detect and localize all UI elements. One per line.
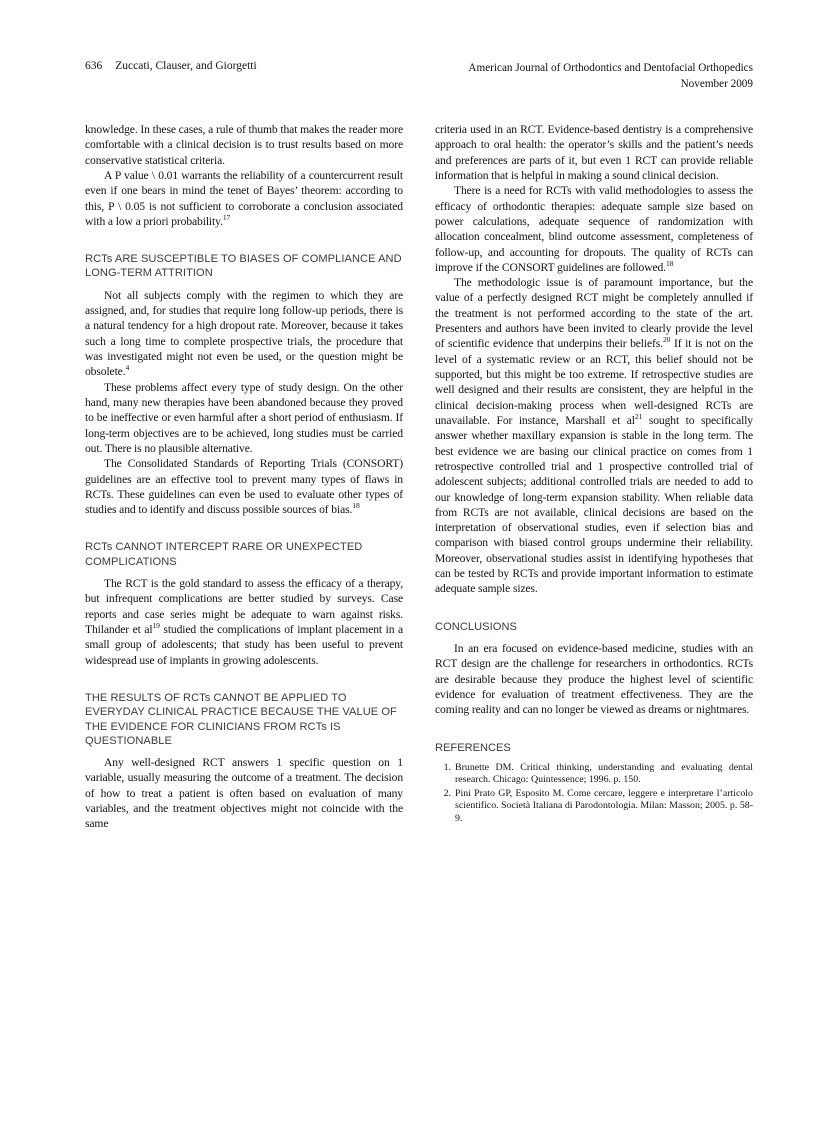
spacer [85, 281, 403, 288]
paragraph-text: A P value \ 0.01 warrants the reliability of a countercurrent result even if one bears in mind the tenet of Bayes’ theorem: according to this, P \ 0.05 is not sufficient to corroborate a conclusion associated with a low a priori probability. [85, 168, 403, 228]
spacer [85, 569, 403, 576]
spacer [435, 597, 753, 620]
reference-list [435, 762, 753, 826]
paragraph-text-b: studied the complications of implant placement in a small group of adolescents; that study has been useful to prevent widespread use of implants in growing adolescents. [85, 623, 403, 667]
journal-title: American Journal of Orthodontics and Dentofacial Orthopedics [468, 62, 753, 74]
reference-marker: 19 [152, 621, 160, 631]
paragraph-methodologic-issue [435, 275, 753, 597]
section-heading-complications: RCTs CANNOT INTERCEPT RARE OR UNEXPECTED COMPLICATIONS [85, 541, 363, 568]
references-heading: REFERENCES [435, 741, 511, 754]
spacer [85, 517, 403, 540]
paragraph-continuation: knowledge. In these cases, a rule of thumb that makes the reader more comfortable with a clinical decision is to trust results based on more conservative statistical criteria. [85, 123, 403, 167]
paragraph-continuation: criteria used in an RCT. Evidence-based dentistry is a comprehensive approach to oral health: the operator’s skills and the patient’s needs and preferences are parts of it, but even 1 RCT can provide reliable information that is helpful in making a sound clinical decision. [435, 123, 753, 182]
column-left [85, 122, 403, 832]
paragraph-text: Not all subjects comply with the regimen to which they are assigned, and, for studies that require long follow-up periods, there is a natural tendency for a high dropout rate. Moreover, because it takes such a long time to complete prospective trials, the procedure that was investigated might not even be used, or the question might be obsolete. [85, 288, 403, 379]
spacer [435, 718, 753, 741]
paragraph-text-c: sought to specifically answer whether maxillary expansion is stable in the long term. The best evidence we are basing our clinical practice on comes from 1 retrospective controlled trial and 1 prospective controlled trial of adolescent subjects; additional controlled trials are needed to add to our knowledge of long-term expansion stability. When reliable data from RCTs are not available, clinical decisions are based on the interpretation of observational studies, even if selection bias and comparison with biased control groups undermine their reliability. Moreover, observational studies assist in identifying hypotheses that can be tested by RCTs and provide important information to estimate adequate sample sizes. [435, 413, 753, 596]
paragraph-text-a: The methodologic issue is of paramount importance, but the value of a perfectly designed RCT might be completely annulled if the treatment is not performed according to the state of the art. Presenters and authors have been invited to clearly provide the level of scientific evidence that underpins their beliefs. [435, 276, 753, 351]
running-head [85, 60, 753, 100]
paragraph-compliance-1 [85, 288, 403, 380]
reference-item: Brunette DM. Critical thinking, understanding and evaluating dental research. Chicago: Quintessence; 1996. p. 150. [455, 761, 753, 786]
paragraph-consort [85, 456, 403, 517]
paragraph-conclusions: In an era focused on evidence-based medicine, studies with an RCT design are the challenge for researchers in orthodontics. RCTs are desirable because they produce the highest level of scientific evidence for evaluation of treatment effectiveness. They are the coming reality and can no longer be viewed as dreams or nightmares. [435, 641, 753, 717]
paragraph-text: There is a need for RCTs with valid methodologies to assess the efficacy of orthodontic therapies: adequate sample size based on power calculations, adequate sequence of randomization with allocation concealment, blind outcome assessment, completeness of follow-up, and accounting for dropouts. The quality of RCTs can improve if the CONSORT guidelines are followed. [435, 184, 753, 274]
paragraph-text-a: The RCT is the gold standard to assess the efficacy of a therapy, but infrequent complications are better studied by surveys. Case reports and case series might be adequate to warn against risks. Thilander et al [85, 577, 403, 636]
paragraph-valid-methodologies [435, 183, 753, 275]
running-head-authors: Zuccati, Clauser, and Giorgetti [115, 60, 257, 72]
paragraph-p-value [85, 168, 403, 229]
spacer [85, 668, 403, 691]
reference-marker: 21 [634, 412, 643, 422]
column-right [435, 122, 753, 827]
spacer [435, 634, 753, 641]
paragraph-complications [85, 576, 403, 668]
paragraph-text-b: If it is not on the level of a systematic review or an RCT, this belief should not be supported, but this might be too extreme. If retrospective studies are well designed and their results are consistent, they are helpful in the clinical decision-making process when well-designed RCTs are unavailable. For instance, Marshall et al [435, 337, 753, 427]
section-heading-compliance: RCTs ARE SUSCEPTIBLE TO BIASES OF COMPLIANCE AND LONG-TERM ATTRITION [85, 253, 402, 280]
paragraph-text: The Consolidated Standards of Reporting Trials (CONSORT) guidelines are an effective tool to prevent many types of flaws in RCTs. These guidelines can even be used to evaluate other types of studies and to identify and discuss possible sources of bias. [85, 457, 403, 517]
page-number: 636 [85, 60, 103, 72]
reference-marker: 18 [665, 258, 674, 268]
spacer [85, 229, 403, 252]
running-head-right [468, 60, 753, 92]
running-head-left [85, 60, 257, 72]
reference-marker: 4 [125, 363, 130, 373]
section-heading-conclusions: CONCLUSIONS [435, 620, 517, 633]
reference-item: Pini Prato GP, Esposito M. Come cercare, leggere e interpretare l’articolo scientifico. Società Italiana di Parodontologia. Milan: Masson; 2005. p. 58-9. [455, 787, 753, 824]
issue-date: November 2009 [680, 78, 753, 90]
reference-marker: 18 [352, 501, 360, 511]
reference-marker: 20 [662, 335, 671, 345]
reference-marker: 17 [222, 213, 231, 223]
spacer [85, 748, 403, 755]
paragraph-everyday-practice: Any well-designed RCT answers 1 specific question on 1 variable, usually measuring the outcome of a treatment. The decision of how to treat a patient is often based on evaluation of many variables, and the treatment objectives might not coincide with the same [85, 756, 403, 831]
section-heading-everyday-practice: THE RESULTS OF RCTs CANNOT BE APPLIED TO EVERYDAY CLINICAL PRACTICE BECAUSE THE VALUE OF THE EVIDENCE FOR CLINICIANS FROM RCTs IS QUESTIONABLE [85, 691, 397, 747]
paragraph-compliance-2: These problems affect every type of study design. On the other hand, many new therapies have been abandoned because they proved to be ineffective or even harmful after a short period of enthusiasm. If long-term objectives are to be achieved, long studies must be carried out. There is no plausible alternative. [85, 380, 403, 455]
